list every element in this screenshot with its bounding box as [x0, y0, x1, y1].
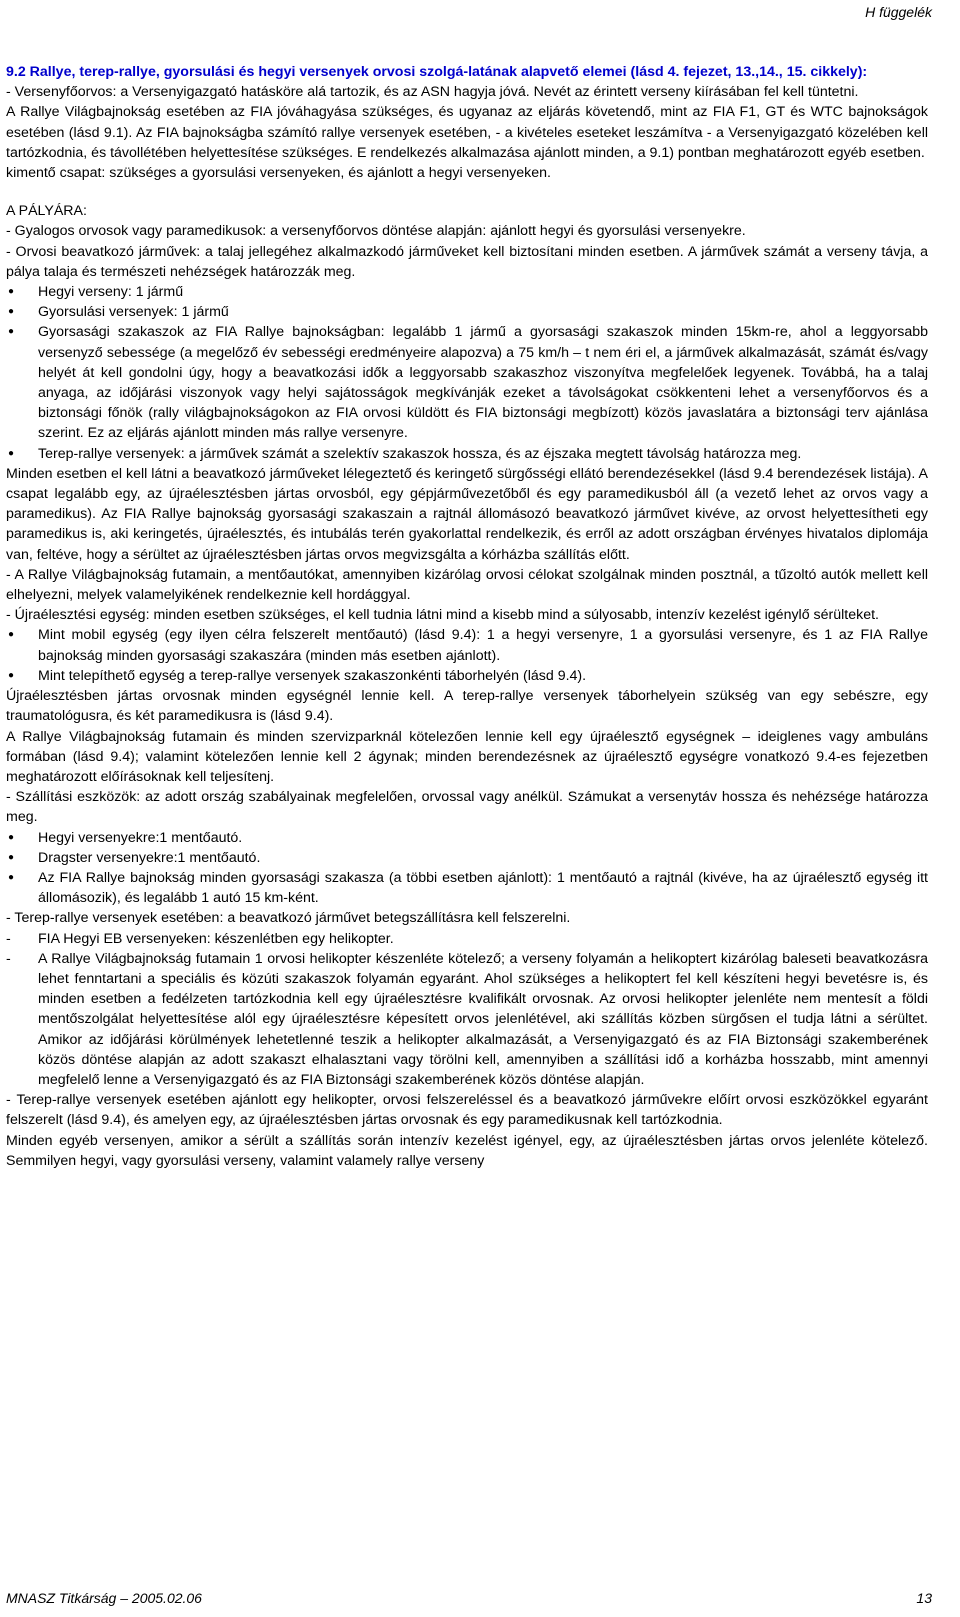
dash-item-text: A Rallye Világbajnokság futamain 1 orvosi helikopter készenléte kötelező; a verseny folyamán a helikoptert kizárólag baleseti beavatkozásra lehet fenntartani a speciális és közúti szakaszok folyamán egyaránt. Ahol szükséges a helikoptert fel kell készíteni hegyi bevetésre is, és minden esetben a fedélzeten tartózkodnia kell egy újraélesztésre kvalifikált orvosnak. Az orvosi helikopter jelenléte nem mentesít a földi mentőszolgálat helyettesítése alól egy újraélesztésre képesített orvos jelenlétével, aki szállítás közben sürgősen el tudja látni a sérültet. Amikor az időjárási körülmények lehetetlenné teszik a helikopter alkalmazását, a Versenyigazgató és az FIA Biztonsági szakemberének közös döntése alapján az adott szakaszt elhalasztani vagy törölni kell, amennyiben a szállítási idő a korházba hosszabb, mint amennyi megfelelő lenne a Versenyigazgató és az FIA Biztonsági szakemberének közös döntése alapján. — [38, 950, 928, 1088]
paragraph: - Újraélesztési egység: minden esetben szükséges, el kell tudnia látni mind a kisebb mind a súlyosabb, intenzív kezelést igénylő sérülteket. — [6, 607, 879, 624]
paragraph: A Rallye Világbajnokság futamain és minden szervizparknál kötelezően lennie kell egy újraélesztő egységnek – ideiglenes vagy ambuláns formában (lásd 9.4); valamint kötelezően lennie kell 2 ágynak; minden berendezésnek az újraélesztő egységre vonatkozó 9.4-es fejezetben meghatározott előírásoknak kell teljesítenj. — [6, 728, 928, 785]
paragraph: - Terep-rallye versenyek esetében: a beavatkozó járművet betegszállításra kell felszerelni. — [6, 910, 571, 927]
dash-item-text: FIA Hegyi EB versenyeken: készenlétben egy helikopter. — [38, 930, 394, 947]
appendix-label: H függelék — [865, 4, 932, 20]
page-number: 13 — [916, 1590, 932, 1606]
paragraph: - A Rallye Világbajnokság futamain, a mentőautókat, amennyiben kizárólag orvosi célokat szolgálnak minden posztnál, a tűzoltó autók mellett kell elhelyezni, melyek valamelyikének rendelkeznie kell hordággyal. — [6, 566, 928, 604]
paragraph: - Terep-rallye versenyek esetében ajánlott egy helikopter, orvosi felszereléssel és a beavatkozó járművekre előírt orvosi eszközökkel egyaránt felszerelt (lásd 9.4), és amelyen egy, az újraélesztésben jártas orvosnak és egy paramedikusnak kell tartózkodnia. — [6, 1092, 928, 1129]
document-body — [6, 62, 928, 1171]
bullet-item: ● Gyorsulási versenyek: 1 jármű — [6, 302, 928, 322]
paragraph: Újraélesztésben jártas orvosnak minden egységnél lennie kell. A terep-rallye versenyek táborhelyein szükség van egy sebészre, egy traumatológusra, és két paramedikusra is (lásd 9.4). — [6, 688, 928, 725]
spacer — [6, 183, 928, 201]
dash-item — [6, 929, 928, 949]
dash-item — [6, 949, 928, 1090]
subheading: A PÁLYÁRA: — [6, 203, 87, 220]
paragraph: Minden egyéb versenyen, amikor a sérült a szállítás során intenzív kezelést igényel, egy, az újraélesztésben jártas orvos jelenléte kötelező. Semmilyen hegyi, vagy gyorsulási verseny, valamint valamely rallye verseny — [6, 1132, 928, 1169]
paragraph: A Rallye Világbajnokság esetében az FIA jóváhagyása szükséges, és ugyanaz az eljárás követendő, mint az FIA F1, GT és WTC bajnokságok esetében (lásd 9.1). Az FIA bajnokságba számító rallye versenyek esetében, - a kivételes eseteket leszámítva - a Versenyigazgató közelében kell tartózkodnia, és távollétében helyettesítése szükséges. E rendelkezés alkalmazása ajánlott minden, a 9.1) pontban meghatározott egyéb esetben. — [6, 104, 928, 161]
bullet-item: ● Hegyi verseny: 1 jármű — [6, 282, 928, 302]
paragraph: Minden esetben el kell látni a beavatkozó járműveket lélegeztető és keringető sürgősségi ellátó berendezésekkel (lásd 9.4 berendezések listája). A csapat legalább egy, az újraélesztésben jártas orvosból, egy gépjárművezetőből és egy paramedikusból áll (a vezető lehet az orvos vagy a paramedikus). Az FIA Rallye bajnokság gyorsasági szakaszain a rajtnál állomásozó beavatkozó járművet kivéve, az orvost helyettesítheti egy paramedikus is, aki keringetés, újraélesztés, és intubálás terén gyakorlattal rendelkezik, és erről az adott országban érvényes hivatalos diplomája van, feltéve, hogy a sérültet az újraélesztésben jártas orvos megvizsgálta a kórházba szállítás előtt. — [6, 465, 928, 563]
bullet-item: ● Gyorsasági szakaszok az FIA Rallye bajnokságban: legalább 1 jármű a gyorsasági szakaszok minden 15km-re, ahol a leggyorsabb versenyző sebessége (a megelőző év sebességi eredményeire alapozva) a 75 km/h – t nem éri el, a járművek alkalmazását, számát és/vagy helyét át kell gondolni úgy, hogy a beavatkozási idők a leggyorsabb szakaszhoz viszonyítva megfelelőek legyenek. Továbbá, ha a talaj anyaga, az időjárási viszonyok vagy helyi sajátosságok megkívánják ezeket a távolságokat csökkenteni lehet a versenyfőorvos és a biztonsági főnök (rally világbajnokságokon az FIA orvosi küldött és FIA biztonsági megbízott) közös javaslatára a biztonsági terv ajánlása szerint. Ez az eljárás ajánlott minden más rallye versenyre. — [6, 322, 928, 443]
paragraph: - Versenyfőorvos: a Versenyigazgató hatásköre alá tartozik, és az ASN hagyja jóvá. Nevét az érintett verseny kiírásában fel kell tüntetni. — [6, 84, 859, 101]
paragraph: - Orvosi beavatkozó járművek: a talaj jellegéhez alkalmazkodó járműveket kell biztosítani minden esetben. A járművek számát a verseny távja, a pálya talaja és természeti nehézségek határozzák meg. — [6, 243, 928, 280]
bullet-item: ● Dragster versenyekre:1 mentőautó. — [6, 848, 928, 868]
footer-label: MNASZ Titkárság – 2005.02.06 — [6, 1590, 202, 1606]
dash-marker: - — [6, 930, 11, 947]
paragraph: - Gyalogos orvosok vagy paramedikusok: a versenyfőorvos döntése alapján: ajánlott hegyi és gyorsulási versenyekre. — [6, 223, 746, 240]
bullet-item: ● Hegyi versenyekre:1 mentőautó. — [6, 828, 928, 848]
bullet-item: ● Terep-rallye versenyek: a járművek számát a szelektív szakaszok hossza, és az éjszaka megtett távolság határozza meg. — [6, 444, 928, 464]
bullet-item: ● Mint telepíthető egység a terep-rallye versenyek szakaszonkénti táborhelyén (lásd 9.4). — [6, 666, 928, 686]
bullet-item: ● Mint mobil egység (egy ilyen célra felszerelt mentőautó) (lásd 9.4): 1 a hegyi versenyre, 1 a gyorsulási versenyre, és 1 az FIA Rallye bajnokság minden gyorsasági szakaszára (minden más esetben ajánlott). — [6, 625, 928, 665]
dash-marker: - — [6, 950, 11, 967]
paragraph: kimentő csapat: szükséges a gyorsulási versenyeken, és ajánlott a hegyi versenyeken. — [6, 165, 551, 182]
bullet-item: ● Az FIA Rallye bajnokság minden gyorsasági szakasza (a többi esetben ajánlott): 1 mentőautó a rajtnál (kivéve, ha az újraélesztő egység itt állomásozik), és legalább 1 autó 15 km-ként. — [6, 868, 928, 908]
section-heading: 9.2 Rallye, terep-rallye, gyorsulási és hegyi versenyek orvosi szolgá-latának alapvető elemei (lásd 4. fejezet, 13.,14., 15. cikkely): — [6, 64, 868, 80]
paragraph: - Szállítási eszközök: az adott ország szabályainak megfelelően, orvossal vagy anélkül. Számukat a versenytáv hossza és nehézsége határozza meg. — [6, 789, 928, 826]
